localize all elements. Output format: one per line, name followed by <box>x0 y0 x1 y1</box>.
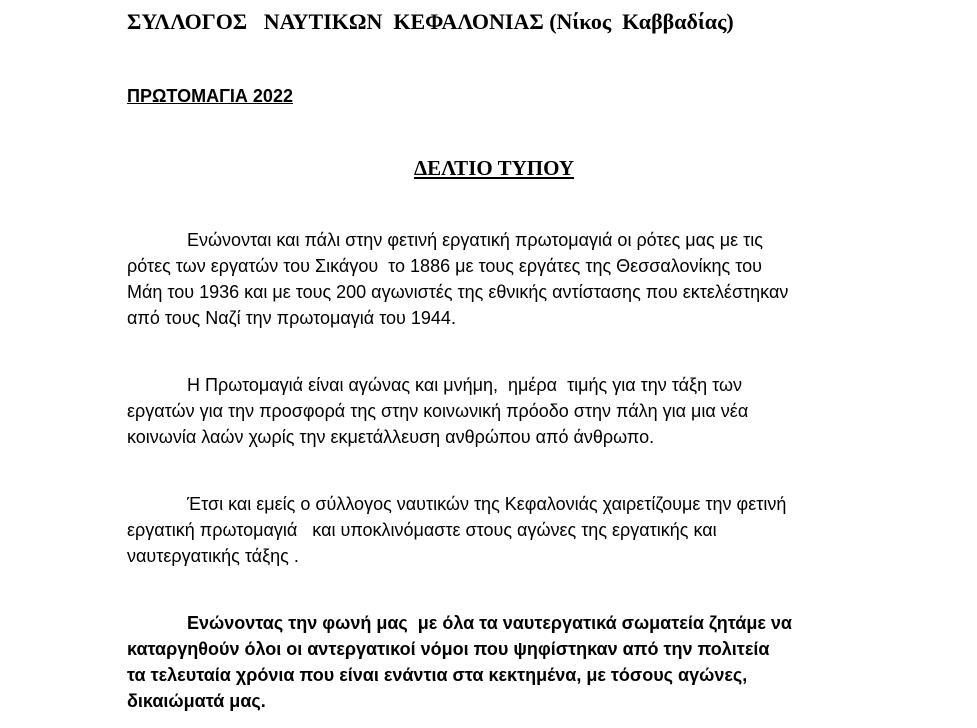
paragraph-line: ναυτεργατικής τάξης . <box>127 546 299 566</box>
paragraph-line: τα τελευταία χρόνια που είναι ενάντια στα κεκτημένα, με τόσους αγώνες, <box>127 665 748 685</box>
paragraph-line: εργατών για την προσφορά της στην κοινωνική πρόοδο στην πάλη για μια νέα <box>127 401 749 421</box>
paragraph-line: Έτσι και εμείς ο σύλλογος ναυτικών της Κεφαλονιάς χαιρετίζουμε την φετινή <box>187 494 787 514</box>
paragraph-3 <box>127 491 786 569</box>
paragraph-line: Μάη του 1936 και με τους 200 αγωνιστές της εθνικής αντίστασης που εκτελέστηκαν <box>127 282 789 302</box>
paragraph-line: καταργηθούν όλοι οι αντεργατικοί νόμοι που ψηφίστηκαν από την πολιτεία <box>127 639 770 659</box>
paragraph-line: ρότες των εργατών του Σικάγου το 1886 με τους εργάτες της Θεσσαλονίκης του <box>127 256 762 276</box>
paragraph-line: εργατική πρωτομαγιά και υποκλινόμαστε στους αγώνες της εργατικής και <box>127 520 717 540</box>
event-title: ΠΡΩΤΟΜΑΓΙΑ 2022 <box>127 86 293 106</box>
paragraph-line: κοινωνία λαών χωρίς την εκμετάλλευση ανθρώπου από άνθρωπο. <box>127 427 655 447</box>
paragraph-line: Η Πρωτομαγιά είναι αγώνας και μνήμη, ημέρα τιμής για την τάξη των <box>187 375 743 395</box>
press-release-title: ΔΕΛΤΙΟ ΤΥΠΟΥ <box>414 156 575 180</box>
organization-header: ΣΥΛΛΟΓΟΣ ΝΑΥΤΙΚΩΝ ΚΕΦΑΛΟΝΙΑΣ (Νίκος Καββαδίας) <box>127 9 734 34</box>
paragraph-line: δικαιώματά μας. <box>127 691 266 711</box>
paragraph-4-demands <box>127 610 792 714</box>
paragraph-1 <box>127 227 788 331</box>
paragraph-line: από τους Ναζί την πρωτομαγιά του 1944. <box>127 308 456 328</box>
paragraph-line: Ενώνονται και πάλι στην φετινή εργατική πρωτομαγιά οι ρότες μας με τις <box>187 230 763 250</box>
paragraph-line: Ενώνοντας την φωνή μας με όλα τα ναυτεργατικά σωματεία ζητάμε να <box>187 613 792 633</box>
paragraph-2 <box>127 372 748 450</box>
